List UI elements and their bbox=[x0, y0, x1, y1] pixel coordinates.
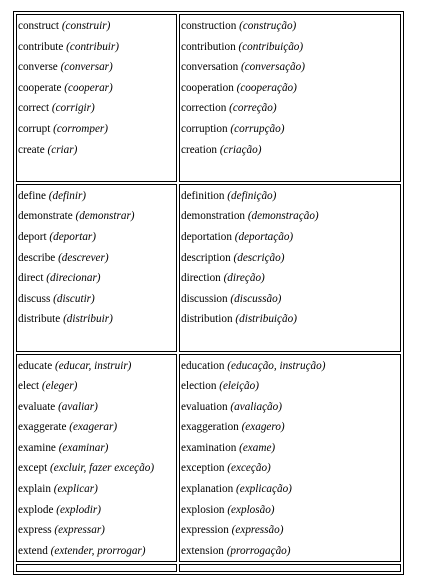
verb-translation: (expressar) bbox=[54, 524, 105, 537]
noun-translation: (expressão) bbox=[231, 524, 284, 537]
verb-word: correct bbox=[18, 102, 50, 115]
noun-word: correction bbox=[181, 102, 227, 115]
verb-entry bbox=[18, 479, 175, 500]
noun-word: distribution bbox=[181, 313, 233, 326]
verb-word: explode bbox=[18, 503, 54, 516]
verb-cell bbox=[16, 564, 177, 572]
noun-translation: (construção) bbox=[239, 20, 297, 32]
noun-word: deportation bbox=[181, 230, 232, 243]
noun-entry bbox=[181, 479, 399, 500]
noun-translation: (exceção) bbox=[227, 462, 271, 475]
noun-entry bbox=[181, 500, 399, 521]
verb-word: cooperate bbox=[18, 81, 62, 94]
noun-entry bbox=[181, 541, 399, 562]
verb-entry bbox=[18, 227, 175, 248]
verb-word: discuss bbox=[18, 292, 51, 305]
verb-word: except bbox=[18, 462, 48, 475]
verb-translation: (criar) bbox=[47, 143, 78, 156]
noun-word: exception bbox=[181, 462, 225, 475]
noun-entry bbox=[181, 309, 399, 330]
noun-entry bbox=[181, 397, 399, 418]
noun-word: explosion bbox=[181, 503, 225, 516]
verb-entry bbox=[18, 309, 175, 330]
noun-word: cooperation bbox=[181, 81, 234, 94]
noun-entry bbox=[181, 16, 399, 37]
noun-translation: (distribuição) bbox=[235, 313, 297, 326]
verb-entry bbox=[18, 541, 175, 562]
noun-word: discussion bbox=[181, 292, 228, 305]
noun-cell bbox=[179, 354, 401, 563]
verb-word: examine bbox=[18, 441, 56, 454]
noun-translation: (eleição) bbox=[219, 380, 259, 393]
verb-word: distribute bbox=[18, 313, 61, 326]
verb-translation: (explodir) bbox=[56, 503, 101, 516]
verb-translation: (conversar) bbox=[60, 61, 113, 74]
noun-translation: (discussão) bbox=[230, 292, 282, 305]
verb-entry bbox=[18, 356, 175, 377]
noun-entry bbox=[181, 268, 399, 289]
verb-translation: (distribuir) bbox=[63, 313, 113, 326]
verb-word: demonstrate bbox=[18, 210, 73, 223]
verb-word: deport bbox=[18, 230, 47, 243]
verb-cell bbox=[16, 354, 177, 563]
noun-entry bbox=[181, 186, 399, 207]
noun-word: education bbox=[181, 359, 225, 372]
verb-entry bbox=[18, 289, 175, 310]
noun-translation: (educação, instrução) bbox=[227, 359, 326, 372]
verb-translation: (contribuir) bbox=[66, 40, 119, 53]
verb-word: exaggerate bbox=[18, 421, 67, 434]
verb-entry bbox=[18, 16, 175, 37]
noun-translation: (demonstração) bbox=[247, 210, 319, 223]
noun-word: election bbox=[181, 380, 217, 393]
noun-translation: (cooperação) bbox=[236, 81, 297, 94]
verb-translation: (examinar) bbox=[58, 441, 109, 454]
noun-word: direction bbox=[181, 272, 221, 285]
noun-entry bbox=[181, 78, 399, 99]
noun-word: exaggeration bbox=[181, 421, 239, 434]
verb-entry bbox=[18, 520, 175, 541]
verb-word: create bbox=[18, 143, 45, 156]
noun-entry bbox=[181, 438, 399, 459]
verb-entry bbox=[18, 248, 175, 269]
noun-translation: (avaliação) bbox=[230, 400, 282, 413]
noun-translation: (exame) bbox=[239, 441, 276, 454]
verb-word: elect bbox=[18, 380, 40, 393]
noun-entry bbox=[181, 417, 399, 438]
verb-entry bbox=[18, 37, 175, 58]
noun-word: creation bbox=[181, 143, 218, 156]
verb-entry bbox=[18, 458, 175, 479]
noun-translation: (direção) bbox=[223, 272, 265, 285]
verb-translation: (direcionar) bbox=[46, 272, 101, 285]
noun-word: explanation bbox=[181, 483, 234, 496]
noun-entry bbox=[181, 140, 399, 161]
table-row bbox=[16, 184, 401, 352]
table-row bbox=[16, 14, 401, 182]
verb-entry bbox=[18, 78, 175, 99]
verb-translation: (corromper) bbox=[53, 122, 108, 135]
verb-translation: (deportar) bbox=[49, 230, 96, 243]
noun-entry bbox=[181, 98, 399, 119]
noun-translation: (definição) bbox=[227, 189, 277, 202]
verb-translation: (explicar) bbox=[53, 483, 98, 496]
noun-word: expression bbox=[181, 524, 229, 537]
vocabulary-table-body bbox=[16, 14, 401, 572]
noun-entry bbox=[181, 356, 399, 377]
verb-translation: (eleger) bbox=[41, 380, 78, 393]
verb-translation: (discutir) bbox=[53, 292, 95, 305]
verb-word: converse bbox=[18, 61, 58, 74]
noun-word: examination bbox=[181, 441, 237, 454]
noun-translation: (deportação) bbox=[234, 230, 294, 243]
verb-word: evaluate bbox=[18, 400, 56, 413]
verb-word: direct bbox=[18, 272, 44, 285]
verb-translation: (demonstrar) bbox=[75, 210, 135, 223]
verb-word: express bbox=[18, 524, 52, 537]
verb-entry bbox=[18, 186, 175, 207]
verb-word: corrupt bbox=[18, 122, 51, 135]
verb-entry bbox=[18, 417, 175, 438]
noun-cell bbox=[179, 184, 401, 352]
noun-entry bbox=[181, 376, 399, 397]
verb-translation: (definir) bbox=[48, 189, 87, 202]
verb-translation: (excluir, fazer exceção) bbox=[50, 462, 155, 475]
noun-word: definition bbox=[181, 189, 225, 202]
verb-translation: (cooperar) bbox=[64, 81, 113, 94]
verb-cell bbox=[16, 14, 177, 182]
noun-word: demonstration bbox=[181, 210, 246, 223]
noun-translation: (exagero) bbox=[241, 421, 285, 434]
noun-word: conversation bbox=[181, 61, 239, 74]
noun-translation: (descrição) bbox=[233, 251, 285, 264]
document-page bbox=[13, 11, 400, 575]
verb-entry bbox=[18, 268, 175, 289]
verb-translation: (extender, prorrogar) bbox=[50, 544, 146, 557]
noun-word: description bbox=[181, 251, 231, 264]
noun-entry bbox=[181, 119, 399, 140]
noun-translation: (criação) bbox=[219, 143, 262, 156]
vocabulary-table bbox=[13, 11, 404, 575]
noun-cell bbox=[179, 564, 401, 572]
noun-entry bbox=[181, 520, 399, 541]
noun-translation: (explicação) bbox=[236, 483, 292, 496]
noun-translation: (correção) bbox=[229, 102, 277, 115]
verb-translation: (descrever) bbox=[58, 251, 109, 264]
noun-entry bbox=[181, 37, 399, 58]
noun-entry bbox=[181, 458, 399, 479]
noun-translation: (corrupção) bbox=[230, 122, 285, 135]
verb-translation: (corrigir) bbox=[51, 102, 95, 115]
cell-spacer bbox=[18, 160, 175, 181]
verb-entry bbox=[18, 140, 175, 161]
noun-entry bbox=[181, 227, 399, 248]
verb-entry bbox=[18, 206, 175, 227]
verb-word: construct bbox=[18, 20, 60, 32]
table-row bbox=[16, 354, 401, 563]
noun-word: corruption bbox=[181, 122, 228, 135]
verb-translation: (exagerar) bbox=[69, 421, 118, 434]
table-row bbox=[16, 564, 401, 572]
verb-word: educate bbox=[18, 359, 53, 372]
noun-translation: (prorrogação) bbox=[226, 544, 291, 557]
noun-entry bbox=[181, 289, 399, 310]
noun-word: extension bbox=[181, 544, 224, 557]
verb-entry bbox=[18, 376, 175, 397]
verb-translation: (educar, instruir) bbox=[54, 359, 132, 372]
verb-entry bbox=[18, 438, 175, 459]
verb-word: extend bbox=[18, 544, 48, 557]
noun-translation: (contribuição) bbox=[238, 40, 304, 53]
verb-word: contribute bbox=[18, 40, 64, 53]
verb-translation: (construir) bbox=[61, 20, 111, 32]
cell-spacer bbox=[181, 160, 399, 181]
noun-word: evaluation bbox=[181, 400, 228, 413]
cell-spacer bbox=[181, 330, 399, 351]
noun-word: construction bbox=[181, 20, 237, 32]
noun-translation: (explosão) bbox=[227, 503, 275, 516]
verb-word: explain bbox=[18, 483, 51, 496]
noun-translation: (conversação) bbox=[240, 61, 305, 74]
verb-entry bbox=[18, 397, 175, 418]
verb-cell bbox=[16, 184, 177, 352]
noun-word: contribution bbox=[181, 40, 236, 53]
noun-entry bbox=[181, 248, 399, 269]
verb-entry bbox=[18, 57, 175, 78]
cell-spacer bbox=[18, 330, 175, 351]
verb-word: describe bbox=[18, 251, 56, 264]
verb-translation: (avaliar) bbox=[58, 400, 98, 413]
verb-entry bbox=[18, 98, 175, 119]
verb-entry bbox=[18, 500, 175, 521]
verb-word: define bbox=[18, 189, 46, 202]
noun-cell bbox=[179, 14, 401, 182]
noun-entry bbox=[181, 206, 399, 227]
verb-entry bbox=[18, 119, 175, 140]
noun-entry bbox=[181, 57, 399, 78]
